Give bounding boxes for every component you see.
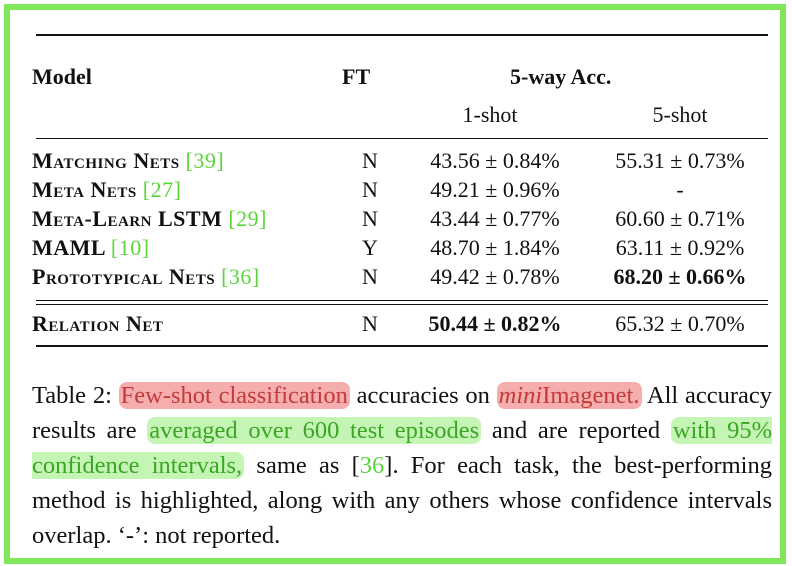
caption-text: and are reported [481,417,671,444]
row-5shot: 55.31 ± 0.73% [615,148,745,173]
figure-frame [4,4,786,564]
caption-text: accuracies on [349,382,497,409]
table-caption [32,378,772,553]
header-ft: FT [342,64,371,89]
header-1shot: 1-shot [462,102,518,127]
model-name: Meta-Learn LSTM [32,206,223,231]
row-5shot: - [676,177,684,202]
row-ft: N [362,206,378,231]
caption-text: ]. For each task, the best-performing method is highlighted, along with any others whose confidence intervals overlap. ‘-’: not reported. [32,452,772,549]
row-1shot: 43.56 ± 0.84% [430,148,560,173]
row-1shot: 49.21 ± 0.96% [430,177,560,202]
citation[interactable]: [39] [185,148,225,173]
row-1shot: 49.42 ± 0.78% [430,264,560,289]
row-model [32,148,224,174]
highlight-green: with 95% confidence intervals, [32,417,773,479]
row-1shot-best: 50.44 ± 0.82% [428,311,562,336]
row-ft: N [362,177,378,202]
row-ft: N [362,148,378,173]
citation[interactable]: [36] [221,264,260,289]
mini-italic: mini [498,382,543,409]
caption-text: All accuracy results are [32,382,773,444]
citation[interactable]: [27] [142,177,182,202]
row-model-relation-net: Relation Net [32,311,164,336]
model-name: Prototypical Nets [32,264,216,289]
citation[interactable]: 36 [359,452,385,479]
model-name: Meta Nets [32,177,137,202]
row-ft: Y [362,235,378,260]
row-model [32,264,260,290]
table-header-rule [36,138,768,139]
table-top-rule [36,34,768,36]
caption-label: Table 2: [32,382,112,409]
row-5shot: 60.60 ± 0.71% [615,206,745,231]
table-separator-rule [36,304,768,305]
header-5shot: 5-shot [652,102,708,127]
model-name: MAML [32,235,105,260]
model-name: Matching Nets [32,148,180,173]
row-model [32,235,150,261]
table-bottom-rule [36,345,768,347]
table-separator-rule [36,300,768,301]
row-5shot: 65.32 ± 0.70% [615,311,745,336]
row-model [32,206,267,232]
row-1shot: 43.44 ± 0.77% [430,206,560,231]
caption-text: same as [ [244,452,360,479]
citation[interactable]: [29] [228,206,267,231]
row-ft: N [362,264,378,289]
row-5shot: 63.11 ± 0.92% [615,235,745,260]
highlight-green: averaged over 600 test episodes [149,417,480,444]
citation[interactable]: [10] [110,235,150,260]
row-ft: N [362,311,378,336]
row-model [32,177,181,203]
row-5shot-best: 68.20 ± 0.66% [613,264,747,289]
highlight-red: Few-shot classification [120,382,348,409]
header-model: Model [32,64,92,89]
row-1shot: 48.70 ± 1.84% [430,235,560,260]
imagenet-text: Imagenet. [542,382,640,409]
header-5way-acc: 5-way Acc. [510,64,612,89]
